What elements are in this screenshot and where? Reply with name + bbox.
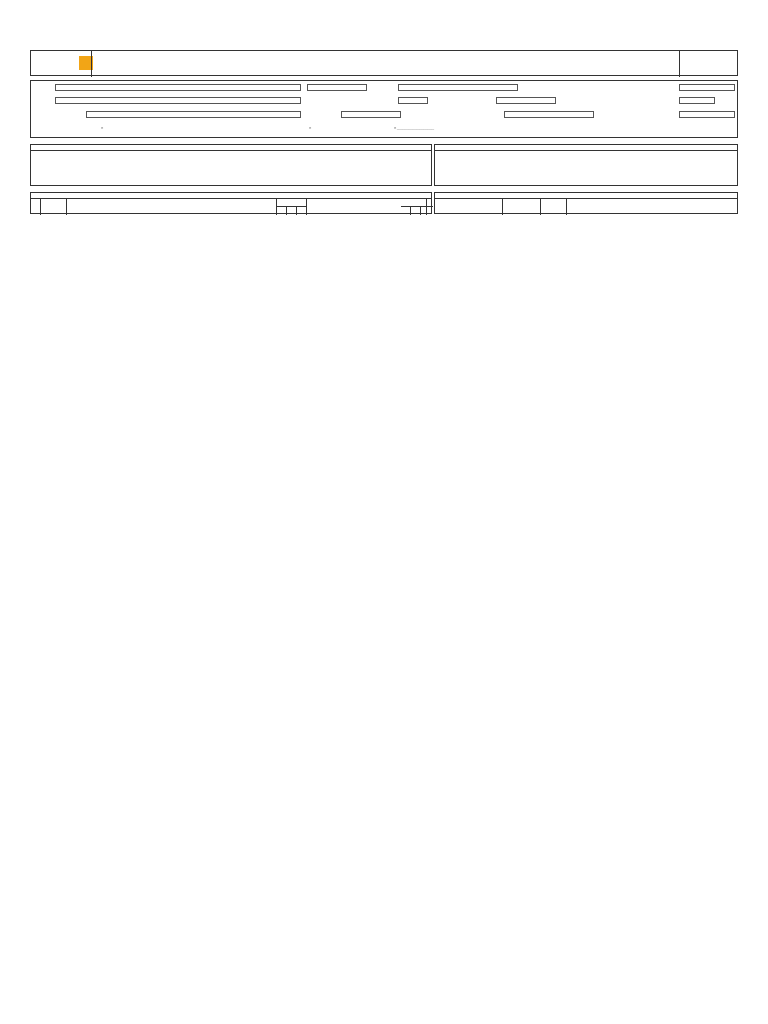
checkbox-icon: ☐ xyxy=(101,127,104,130)
razon-social-field xyxy=(55,84,301,91)
company-data xyxy=(30,80,738,138)
domicilio-field xyxy=(398,84,518,91)
objective-block xyxy=(30,144,432,186)
cause-heading xyxy=(435,145,737,151)
fecha-field xyxy=(496,97,556,104)
checkbox-icon: ☐ xyxy=(309,127,312,130)
tipo-option-unplanned[interactable] xyxy=(309,127,311,130)
lugar-field xyxy=(55,97,301,104)
header-block xyxy=(30,50,738,76)
cause-block xyxy=(434,144,738,186)
table-header-left xyxy=(30,192,432,214)
hora-field xyxy=(679,97,715,104)
cargo-field xyxy=(341,111,401,118)
ruc-field xyxy=(307,84,367,91)
objective-heading xyxy=(31,145,431,151)
actividad-field xyxy=(679,84,735,91)
tipo-option-planned[interactable] xyxy=(101,127,103,130)
cargo2-field xyxy=(679,111,735,118)
checkbox-icon: ☐ xyxy=(394,127,397,130)
document-title xyxy=(91,51,709,77)
tipo-option-other[interactable]: ☐ ____________________________ xyxy=(394,127,435,130)
table-header-right xyxy=(434,192,738,214)
resp-area-field xyxy=(504,111,594,118)
company-logo xyxy=(35,54,91,74)
trabajadores-field xyxy=(398,97,428,104)
responsable-field xyxy=(86,111,301,118)
